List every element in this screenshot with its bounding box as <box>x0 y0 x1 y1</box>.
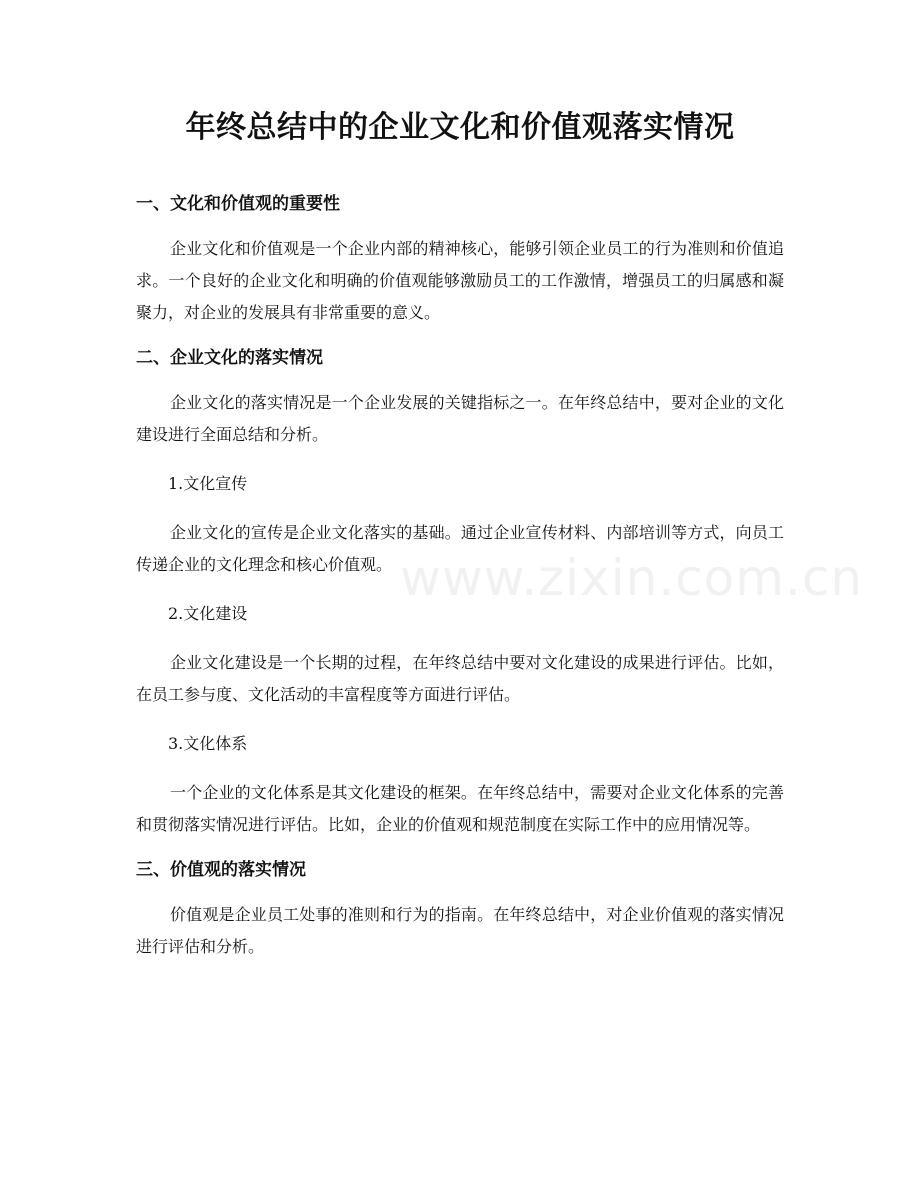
section-paragraph-values: 价值观是企业员工处事的准则和行为的指南。在年终总结中，对企业价值观的落实情况进行评估和分析。 <box>136 905 784 956</box>
subsection-paragraph-publicity: 企业文化的宣传是企业文化落实的基础。通过企业宣传材料、内部培训等方式，向员工传递企业的文化理念和核心价值观。 <box>136 523 784 574</box>
subsection-label-system: 3.文化体系 <box>168 734 248 753</box>
subsection-paragraph-construction: 企业文化建设是一个长期的过程，在年终总结中要对文化建设的成果进行评估。比如，在员工参与度、文化活动的丰富程度等方面进行评估。 <box>136 653 784 704</box>
subsection-label-construction: 2.文化建设 <box>168 604 248 623</box>
subsection-paragraph-system: 一个企业的文化体系是其文化建设的框架。在年终总结中，需要对企业文化体系的完善和贯彻落实情况进行评估。比如，企业的价值观和规范制度在实际工作中的应用情况等。 <box>136 783 784 834</box>
section-heading-values: 三、价值观的落实情况 <box>136 860 306 880</box>
section-heading-importance: 一、文化和价值观的重要性 <box>136 194 340 214</box>
section-paragraph-importance: 企业文化和价值观是一个企业内部的精神核心，能够引领企业员工的行为准则和价值追求。一个良好的企业文化和明确的价值观能够激励员工的工作激情，增强员工的归属感和凝聚力，对企业的发展具有非常重要的意义。 <box>136 239 784 322</box>
section-heading-culture: 二、企业文化的落实情况 <box>136 348 323 368</box>
watermark: www.zixin.com.cn <box>400 549 864 607</box>
subsection-label-publicity: 1.文化宣传 <box>168 474 248 493</box>
document-title: 年终总结中的企业文化和价值观落实情况 <box>185 110 735 145</box>
section-paragraph-culture: 企业文化的落实情况是一个企业发展的关键指标之一。在年终总结中，要对企业的文化建设进行全面总结和分析。 <box>136 393 784 444</box>
